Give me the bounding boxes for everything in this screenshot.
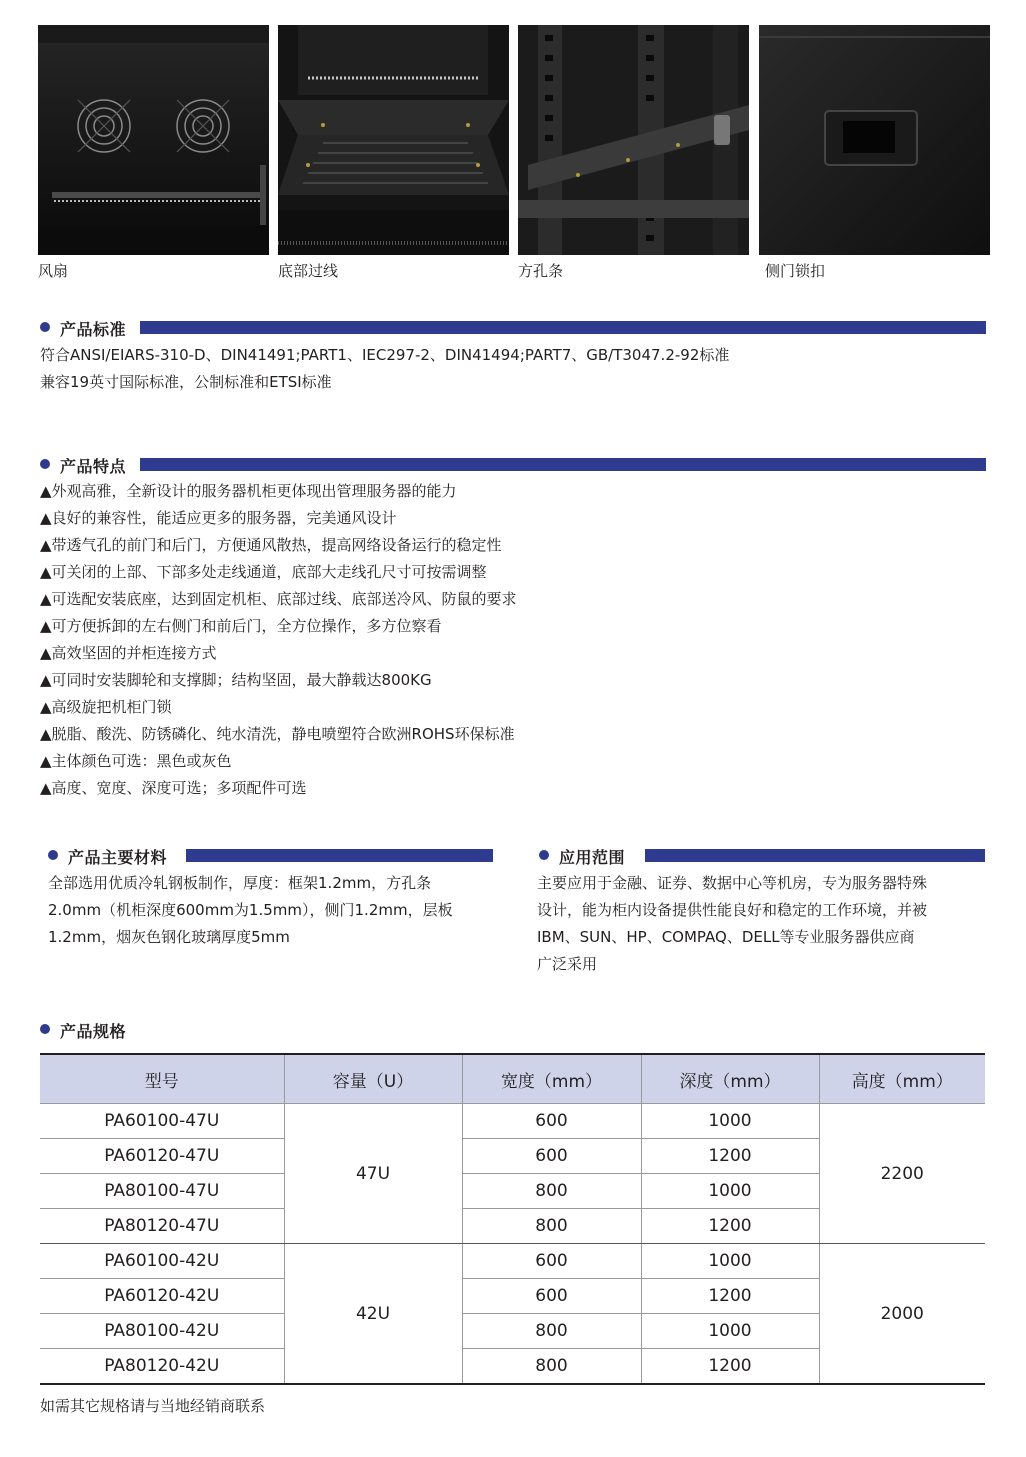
feature-item: ▲外观高雅，全新设计的服务器机柜更体现出管理服务器的能力 xyxy=(40,482,457,500)
bullet-dot xyxy=(40,459,50,469)
feature-item: ▲主体颜色可选：黑色或灰色 xyxy=(40,752,232,770)
feature-item: ▲可关闭的上部、下部多处走线通道，底部大走线孔尺寸可按需调整 xyxy=(40,563,487,581)
section-bar xyxy=(645,849,985,862)
cell-width: 800 xyxy=(462,1209,641,1244)
bullet-dot xyxy=(40,322,50,332)
column-header-width: 宽度（mm） xyxy=(462,1054,641,1104)
cell-model: PA80120-47U xyxy=(40,1209,284,1244)
photo-caption: 侧门锁扣 xyxy=(765,262,826,280)
cell-width: 800 xyxy=(462,1349,641,1385)
cell-model: PA80120-42U xyxy=(40,1349,284,1385)
cell-height: 2000 xyxy=(819,1244,985,1385)
application-line: 广泛采用 xyxy=(537,955,598,973)
photo-strip xyxy=(38,25,990,283)
cell-capacity: 47U xyxy=(284,1104,462,1244)
photo-side-door-lock xyxy=(759,25,990,255)
cell-width: 800 xyxy=(462,1174,641,1209)
cell-depth: 1200 xyxy=(641,1209,819,1244)
cell-model: PA80100-47U xyxy=(40,1174,284,1209)
section-bar xyxy=(140,321,986,334)
section-title: 产品规格 xyxy=(60,1022,127,1041)
materials-line: 1.2mm，烟灰色钢化玻璃厚度5mm xyxy=(48,928,290,946)
photo-caption: 底部过线 xyxy=(278,262,339,280)
section-header-standards xyxy=(40,318,986,339)
materials-line: 2.0mm（机柜深度600mm为1.5mm），侧门1.2mm，层板 xyxy=(48,901,453,919)
spec-footnote: 如需其它规格请与当地经销商联系 xyxy=(40,1397,266,1415)
section-title: 应用范围 xyxy=(559,848,626,867)
table-header-row xyxy=(40,1054,985,1104)
table-row xyxy=(40,1244,985,1279)
photo-square-hole-strip xyxy=(518,25,749,255)
bullet-dot xyxy=(40,1024,50,1034)
cell-width: 600 xyxy=(462,1279,641,1314)
application-line: 设计，能为柜内设备提供性能良好和稳定的工作环境，并被 xyxy=(537,901,928,919)
section-title: 产品标准 xyxy=(60,320,127,339)
cell-width: 600 xyxy=(462,1244,641,1279)
feature-item: ▲可方便拆卸的左右侧门和前后门，全方位操作，多方位察看 xyxy=(40,617,442,635)
spec-table xyxy=(40,1053,985,1385)
bullet-dot xyxy=(539,850,549,860)
section-header-specs xyxy=(40,1020,240,1041)
column-header-depth: 深度（mm） xyxy=(641,1054,819,1104)
section-title: 产品主要材料 xyxy=(68,848,168,867)
application-line: 主要应用于金融、证券、数据中心等机房，专为服务器特殊 xyxy=(537,874,928,892)
cell-model: PA60100-42U xyxy=(40,1244,284,1279)
cell-depth: 1000 xyxy=(641,1314,819,1349)
feature-item: ▲高级旋把机柜门锁 xyxy=(40,698,172,716)
application-line: IBM、SUN、HP、COMPAQ、DELL等专业服务器供应商 xyxy=(537,928,915,946)
feature-item: ▲可同时安装脚轮和支撑脚；结构坚固，最大静载达800KG xyxy=(40,671,432,689)
feature-item: ▲脱脂、酸洗、防锈磷化、纯水清洗，静电喷塑符合欧洲ROHS环保标准 xyxy=(40,725,515,743)
section-title: 产品特点 xyxy=(60,457,127,476)
section-bar xyxy=(140,458,986,471)
cell-model: PA80100-42U xyxy=(40,1314,284,1349)
cell-depth: 1200 xyxy=(641,1349,819,1385)
photo-caption: 风扇 xyxy=(38,262,69,280)
materials-line: 全部选用优质冷轧钢板制作，厚度：框架1.2mm，方孔条 xyxy=(48,874,432,892)
cell-depth: 1000 xyxy=(641,1244,819,1279)
cell-depth: 1000 xyxy=(641,1174,819,1209)
standards-line: 符合ANSI/EIARS-310-D、DIN41491;PART1、IEC297-2、DIN41494;PART7、GB/T3047.2-92标准 xyxy=(40,346,730,364)
cell-depth: 1000 xyxy=(641,1104,819,1139)
cell-depth: 1200 xyxy=(641,1279,819,1314)
feature-item: ▲良好的兼容性，能适应更多的服务器，完美通风设计 xyxy=(40,509,397,527)
table-row xyxy=(40,1104,985,1139)
section-header-application xyxy=(539,846,985,867)
photo-fan xyxy=(38,25,269,255)
column-header-capacity: 容量（U） xyxy=(284,1054,462,1104)
cell-width: 600 xyxy=(462,1104,641,1139)
feature-item: ▲可选配安装底座，达到固定机柜、底部过线、底部送冷风、防鼠的要求 xyxy=(40,590,517,608)
photo-bottom-cabling xyxy=(278,25,509,255)
standards-line: 兼容19英寸国际标准，公制标准和ETSI标准 xyxy=(40,373,332,391)
column-header-height: 高度（mm） xyxy=(819,1054,985,1104)
photo-caption: 方孔条 xyxy=(518,262,564,280)
bullet-dot xyxy=(48,850,58,860)
cell-model: PA60120-42U xyxy=(40,1279,284,1314)
cell-width: 600 xyxy=(462,1139,641,1174)
cell-model: PA60100-47U xyxy=(40,1104,284,1139)
section-bar xyxy=(186,849,493,862)
cell-model: PA60120-47U xyxy=(40,1139,284,1174)
feature-list xyxy=(40,478,740,802)
feature-item: ▲高效坚固的并柜连接方式 xyxy=(40,644,217,662)
cell-capacity: 42U xyxy=(284,1244,462,1385)
section-header-features xyxy=(40,455,986,476)
cell-depth: 1200 xyxy=(641,1139,819,1174)
feature-item: ▲带透气孔的前门和后门，方便通风散热，提高网络设备运行的稳定性 xyxy=(40,536,502,554)
feature-item: ▲高度、宽度、深度可选；多项配件可选 xyxy=(40,779,307,797)
section-header-materials xyxy=(48,846,493,867)
column-header-model: 型号 xyxy=(40,1054,284,1104)
cell-height: 2200 xyxy=(819,1104,985,1244)
cell-width: 800 xyxy=(462,1314,641,1349)
